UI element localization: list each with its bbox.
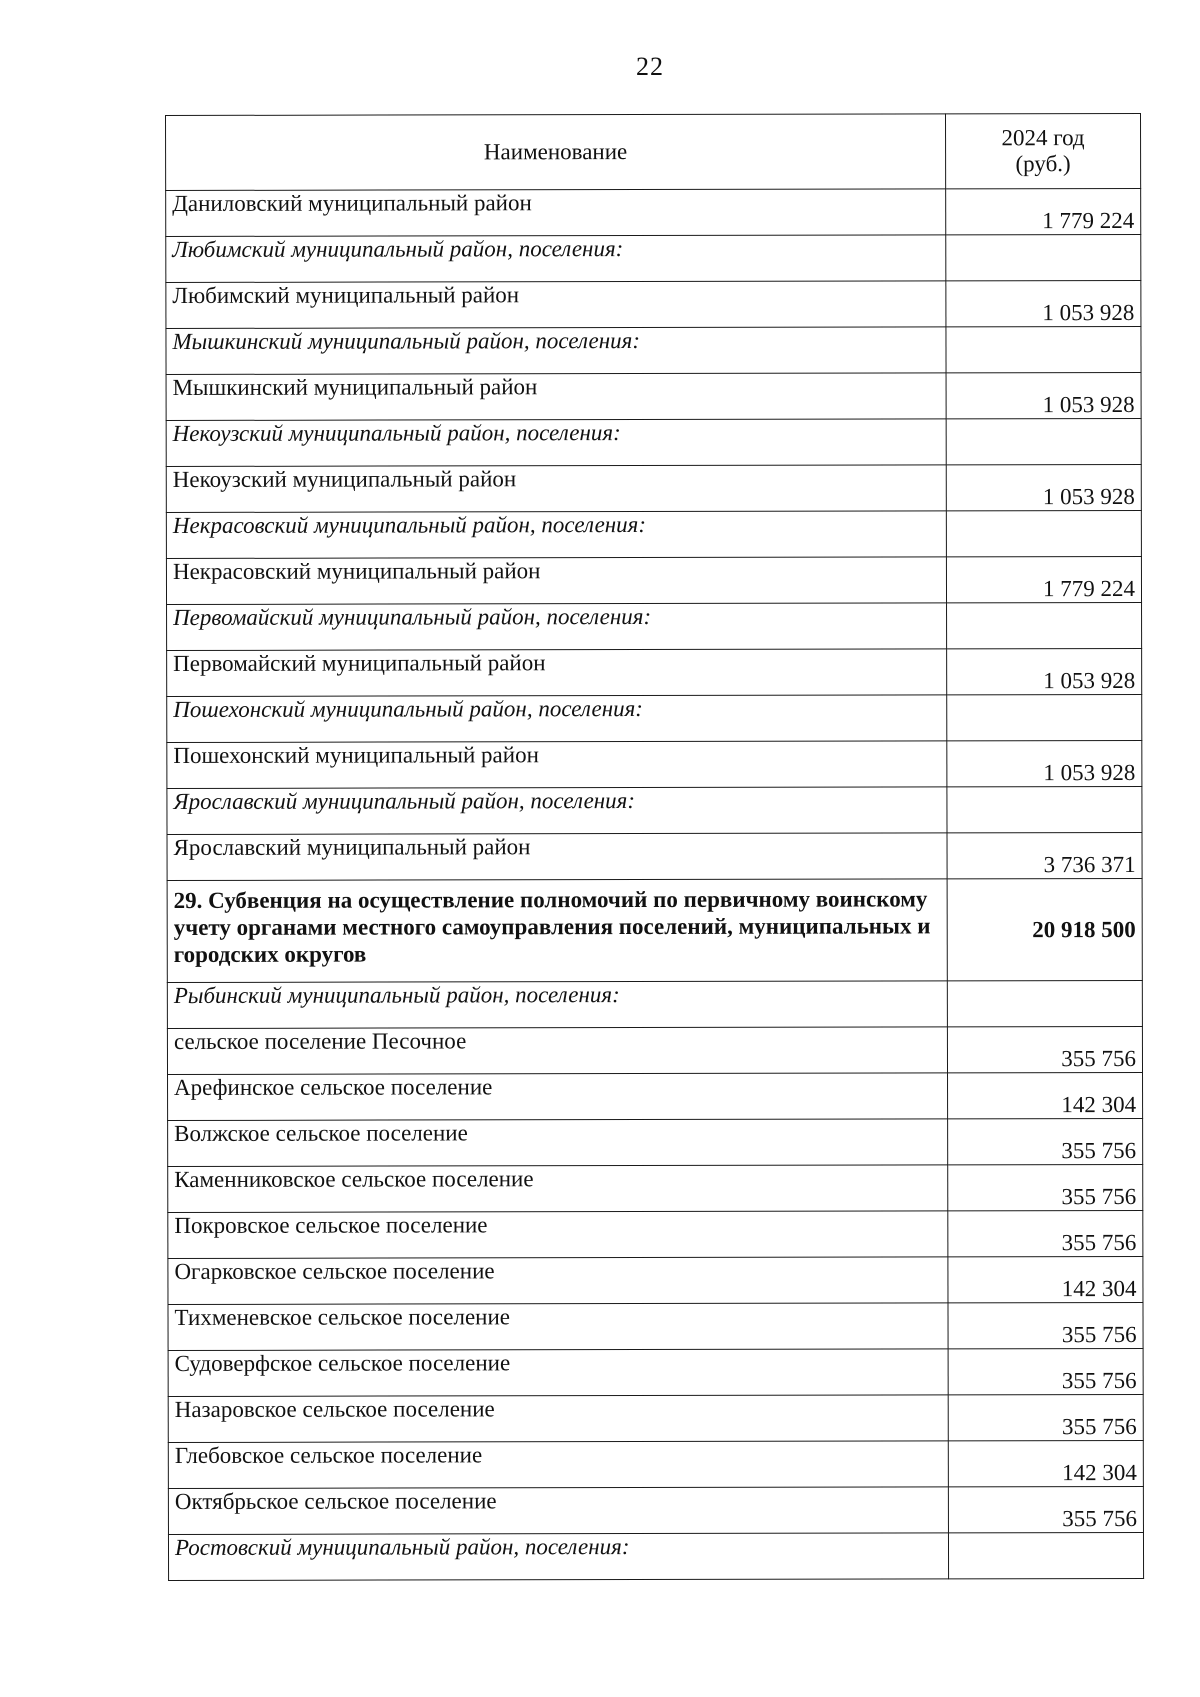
header-unit-label: (руб.): [1015, 151, 1071, 177]
table-row: [167, 648, 1142, 696]
row-value: 142 304: [948, 1256, 1143, 1302]
group-title: Ярославский муниципальный район, поселения:: [167, 787, 947, 835]
row-name: Первомайский муниципальный район: [167, 649, 947, 697]
row-value: [946, 510, 1141, 556]
row-value: 1 053 928: [947, 740, 1142, 786]
row-value: 355 756: [948, 1348, 1143, 1394]
group-row: [166, 510, 1141, 558]
table-row: [166, 464, 1141, 512]
header-row: [166, 113, 1141, 190]
row-name: Арефинское сельское поселение: [168, 1073, 948, 1121]
table-header: [166, 113, 1141, 190]
section-row: [167, 878, 1142, 982]
row-value: 355 756: [947, 1026, 1142, 1072]
row-name: Ярославский муниципальный район: [167, 833, 947, 881]
group-row: [166, 418, 1141, 466]
group-row: [167, 602, 1142, 650]
row-name: Тихменевское сельское поселение: [168, 1303, 948, 1351]
row-name: Октябрьское сельское поселение: [168, 1487, 948, 1535]
group-title: Первомайский муниципальный район, поселения:: [167, 603, 947, 651]
row-name: Судоверфское сельское поселение: [168, 1349, 948, 1397]
row-value: [946, 234, 1141, 280]
row-value: [947, 694, 1142, 740]
table-row: [168, 1440, 1143, 1488]
row-value: 355 756: [948, 1164, 1143, 1210]
row-name: сельское поселение Песочное: [167, 1027, 947, 1075]
group-row: [167, 694, 1142, 742]
row-value: [947, 980, 1142, 1026]
table-row: [168, 1164, 1143, 1212]
page-number: 22: [636, 52, 664, 81]
group-row: [167, 980, 1142, 1028]
header-year-label: 2024 год: [1001, 125, 1085, 151]
row-value: 355 756: [948, 1118, 1143, 1164]
group-title: Пошехонский муниципальный район, поселения:: [167, 695, 947, 743]
row-value: [946, 326, 1141, 372]
row-name: Каменниковское сельское поселение: [168, 1165, 948, 1213]
row-value: 1 053 928: [946, 464, 1141, 510]
row-name: Даниловский муниципальный район: [166, 189, 946, 237]
group-title: Некоузский муниципальный район, поселения:: [166, 419, 946, 467]
row-value: 142 304: [948, 1072, 1143, 1118]
group-title: Некрасовский муниципальный район, поселения:: [166, 511, 946, 559]
table-row: [168, 1072, 1143, 1120]
row-value: 1 779 224: [946, 556, 1141, 602]
table-row: [168, 1210, 1143, 1258]
row-value: 142 304: [948, 1440, 1143, 1486]
subvention-table: [165, 113, 1144, 1581]
row-value: [947, 786, 1142, 832]
section-total: 20 918 500: [947, 878, 1142, 980]
group-title: Любимский муниципальный район, поселения:: [166, 235, 946, 283]
group-title: Ростовский муниципальный район, поселения:: [168, 1533, 948, 1581]
row-value: 1 053 928: [946, 280, 1141, 326]
row-value: 1 779 224: [946, 188, 1141, 234]
row-name: Мышкинский муниципальный район: [166, 373, 946, 421]
row-name: Некрасовский муниципальный район: [166, 557, 946, 605]
group-row: [166, 326, 1141, 374]
table-row: [168, 1118, 1143, 1166]
row-value: [948, 1532, 1143, 1578]
row-value: 355 756: [948, 1394, 1143, 1440]
table-row: [168, 1302, 1143, 1350]
row-name: Любимский муниципальный район: [166, 281, 946, 329]
table-row: [168, 1348, 1143, 1396]
table-row: [167, 740, 1142, 788]
group-row: [166, 234, 1141, 282]
group-title: Мышкинский муниципальный район, поселения:: [166, 327, 946, 375]
row-value: 355 756: [948, 1302, 1143, 1348]
row-value: 1 053 928: [946, 372, 1141, 418]
table-row: [166, 188, 1141, 236]
table-row: [166, 280, 1141, 328]
row-value: [946, 418, 1141, 464]
row-value: 1 053 928: [947, 648, 1142, 694]
row-value: 3 736 371: [947, 832, 1142, 878]
table-row: [168, 1486, 1143, 1534]
row-name: Волжское сельское поселение: [168, 1119, 948, 1167]
table-row: [166, 372, 1141, 420]
section-title: 29. Субвенция на осуществление полномочий по первичному воинскому учету органами местного самоуправления поселений, муниципальных и городских округов: [167, 879, 947, 983]
row-name: Покровское сельское поселение: [168, 1211, 948, 1259]
row-value: 355 756: [948, 1486, 1143, 1532]
group-row: [167, 786, 1142, 834]
row-value: [947, 602, 1142, 648]
row-name: Глебовское сельское поселение: [168, 1441, 948, 1489]
table-row: [167, 832, 1142, 880]
header-year: [945, 113, 1140, 188]
row-name: Некоузский муниципальный район: [166, 465, 946, 513]
group-title: Рыбинский муниципальный район, поселения:: [167, 981, 947, 1029]
row-name: Назаровское сельское поселение: [168, 1395, 948, 1443]
table-row: [168, 1394, 1143, 1442]
row-name: Пошехонский муниципальный район: [167, 741, 947, 789]
group-row: [168, 1532, 1143, 1580]
table-row: [166, 556, 1141, 604]
header-name: Наименование: [166, 114, 946, 191]
table-row: [168, 1256, 1143, 1304]
table-row: [167, 1026, 1142, 1074]
row-name: Огарковское сельское поселение: [168, 1257, 948, 1305]
row-value: 355 756: [948, 1210, 1143, 1256]
table-body: [166, 188, 1144, 1580]
